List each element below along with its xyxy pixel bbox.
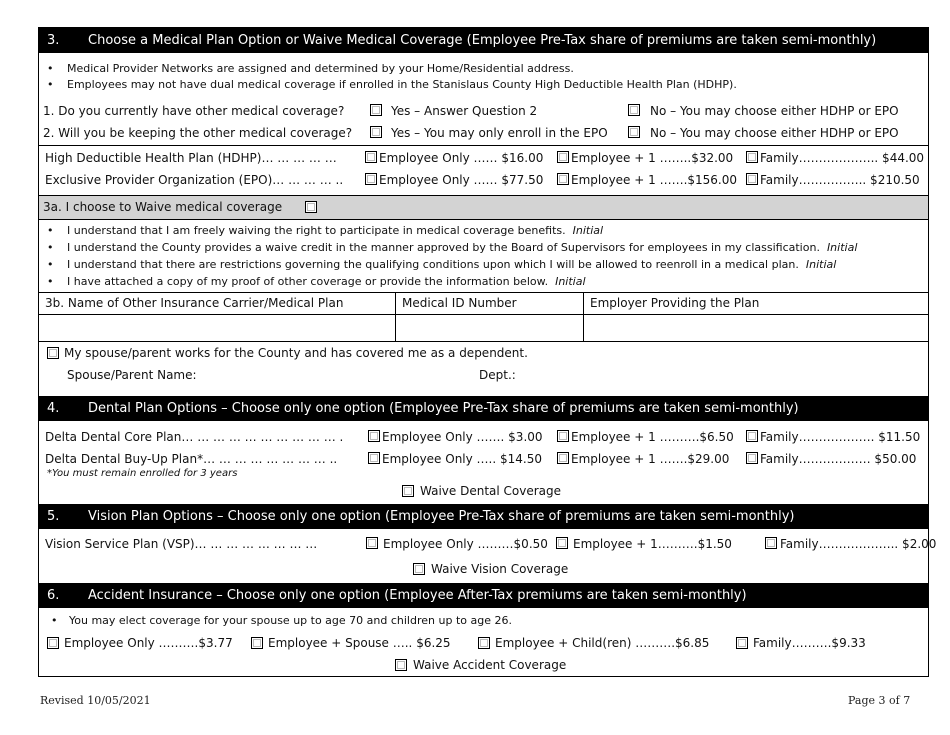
accident-employee-children-checkbox[interactable]: [478, 637, 490, 649]
epo-family-price: Family…………….. $210.50: [760, 173, 920, 187]
section-6-number: 6.: [47, 588, 60, 603]
dental-buyup-employee-checkbox[interactable]: [368, 452, 380, 464]
section-6-title: Accident Insurance – Choose only one option (Employee After-Tax premiums are taken semi-monthly): [88, 588, 747, 603]
hdhp-employee-checkbox[interactable]: [365, 151, 377, 163]
waive-ack-2: [67, 241, 857, 254]
bullet-icon: •: [47, 275, 54, 288]
medical-id-input[interactable]: [396, 315, 582, 340]
section-3a-title: 3a. I choose to Waive medical coverage: [43, 200, 283, 214]
accident-employee-children-price: Employee + Child(ren) ……….$6.85: [495, 636, 710, 650]
section-6-header: [39, 583, 928, 608]
dental-core-employee-price: Employee Only ……. $3.00: [382, 430, 543, 444]
waive-ack-3: [67, 258, 836, 271]
bullet-icon: •: [51, 614, 58, 627]
section-5-title: Vision Plan Options – Choose only one option (Employee Pre-Tax share of premiums are taken semi-monthly): [88, 509, 795, 524]
waive-accident-label: Waive Accident Coverage: [413, 658, 567, 672]
spouse-name-label: Spouse/Parent Name:: [67, 368, 197, 382]
revised-date: Revised 10/05/2021: [40, 694, 151, 707]
accident-employee-checkbox[interactable]: [47, 637, 59, 649]
carrier-name-input[interactable]: [40, 315, 394, 340]
waive-ack-1-text: I understand that I am freely waiving the right to participate in medical coverage benefits.: [67, 224, 566, 237]
dental-core-family-price: Family………………. $11.50: [760, 430, 921, 444]
dental-core-family-checkbox[interactable]: [746, 430, 758, 442]
divider: [39, 292, 928, 293]
epo-employee-price: Employee Only …… $77.50: [379, 173, 544, 187]
sec3-bullet-2: Employees may not have dual medical coverage if enrolled in the Stanislaus County High Deductible Health Plan (HDHP).: [67, 78, 737, 91]
table-header-carrier: 3b. Name of Other Insurance Carrier/Medical Plan: [45, 296, 344, 310]
benefit-form: [38, 27, 937, 677]
hdhp-plan-name: High Deductible Health Plan (HDHP)… … … … …: [45, 151, 337, 165]
dept-label: Dept.:: [479, 368, 516, 382]
sec3-bullet-1: Medical Provider Networks are assigned and determined by your Home/Residential address.: [67, 62, 574, 75]
waive-vision-checkbox[interactable]: [413, 563, 425, 575]
vision-employee-plus-one-price: Employee + 1……….$1.50: [573, 537, 732, 551]
q2-yes-label: Yes – You may only enroll in the EPO: [391, 126, 608, 140]
divider: [39, 341, 928, 342]
vision-employee-plus-one-checkbox[interactable]: [556, 537, 568, 549]
bullet-icon: •: [47, 62, 54, 75]
question-1-label: 1. Do you currently have other medical coverage?: [43, 104, 345, 118]
q2-yes-checkbox[interactable]: [370, 126, 382, 138]
dental-core-name: Delta Dental Core Plan… … … … … … … … … … .: [45, 430, 344, 444]
q1-no-checkbox[interactable]: [628, 104, 640, 116]
waive-ack-1-initial: Initial: [572, 224, 604, 237]
epo-employee-plus-one-price: Employee + 1 …….$156.00: [571, 173, 738, 187]
section-5-number: 5.: [47, 509, 60, 524]
hdhp-employee-plus-one-price: Employee + 1 ……..$32.00: [571, 151, 734, 165]
epo-employee-checkbox[interactable]: [365, 173, 377, 185]
section-4-title: Dental Plan Options – Choose only one option (Employee Pre-Tax share of premiums are taken semi-monthly): [88, 401, 799, 416]
epo-plan-name: Exclusive Provider Organization (EPO)… … … … ..: [45, 173, 344, 187]
q1-yes-label: Yes – Answer Question 2: [391, 104, 538, 118]
dental-core-employee-plus-one-checkbox[interactable]: [557, 430, 569, 442]
section-3-number: 3.: [47, 33, 60, 48]
hdhp-employee-plus-one-checkbox[interactable]: [557, 151, 569, 163]
section-3a-header: [39, 195, 928, 220]
accident-employee-spouse-checkbox[interactable]: [251, 637, 263, 649]
waive-dental-label: Waive Dental Coverage: [420, 484, 562, 498]
divider: [39, 145, 928, 146]
dental-buyup-family-price: Family……………… $50.00: [760, 452, 917, 466]
vision-family-price: Family……………….. $2.00: [780, 537, 937, 551]
dental-core-employee-plus-one-price: Employee + 1 ……….$6.50: [571, 430, 734, 444]
bullet-icon: •: [47, 258, 54, 271]
q2-no-checkbox[interactable]: [628, 126, 640, 138]
dental-buyup-employee-price: Employee Only ….. $14.50: [382, 452, 542, 466]
dental-buyup-employee-plus-one-price: Employee + 1 …….$29.00: [571, 452, 730, 466]
bullet-icon: •: [47, 241, 54, 254]
vision-employee-price: Employee Only ………$0.50: [383, 537, 548, 551]
spouse-county-checkbox[interactable]: [47, 347, 59, 359]
accident-employee-price: Employee Only ……….$3.77: [64, 636, 233, 650]
waive-dental-checkbox[interactable]: [402, 485, 414, 497]
q1-yes-checkbox[interactable]: [370, 104, 382, 116]
spouse-county-label: My spouse/parent works for the County and has covered me as a dependent.: [64, 346, 528, 360]
hdhp-family-price: Family……………….. $44.00: [760, 151, 925, 165]
waive-ack-4: [67, 275, 586, 288]
waive-ack-4-initial: Initial: [555, 275, 586, 288]
bullet-icon: •: [47, 224, 54, 237]
table-header-employer: Employer Providing the Plan: [590, 296, 760, 310]
question-2-label: 2. Will you be keeping the other medical coverage?: [43, 126, 353, 140]
waive-ack-2-initial: Initial: [826, 241, 858, 254]
section-4-number: 4.: [47, 401, 60, 416]
waive-ack-3-text: I understand that there are restrictions governing the qualifying conditions upon which I will be allowed to reenroll in a medical plan.: [67, 258, 799, 271]
accident-family-price: Family……….$9.33: [753, 636, 866, 650]
sec6-bullet: You may elect coverage for your spouse up to age 70 and children up to age 26.: [69, 614, 512, 627]
dental-buyup-note: *You must remain enrolled for 3 years: [47, 468, 238, 479]
waive-ack-4-text: I have attached a copy of my proof of other coverage or provide the information below.: [67, 275, 549, 288]
waive-ack-1: [67, 224, 603, 237]
dental-buyup-employee-plus-one-checkbox[interactable]: [557, 452, 569, 464]
accident-family-checkbox[interactable]: [736, 637, 748, 649]
hdhp-employee-price: Employee Only …… $16.00: [379, 151, 544, 165]
table-header-medical-id: Medical ID Number: [402, 296, 517, 310]
waive-medical-checkbox[interactable]: [305, 201, 317, 213]
section-3-header: [39, 28, 928, 53]
accident-employee-spouse-price: Employee + Spouse ….. $6.25: [268, 636, 451, 650]
bullet-icon: •: [47, 78, 54, 91]
page-number: Page 3 of 7: [848, 694, 911, 707]
vision-family-checkbox[interactable]: [765, 537, 777, 549]
employer-input[interactable]: [584, 315, 927, 340]
section-5-header: [39, 504, 928, 529]
waive-vision-label: Waive Vision Coverage: [431, 562, 569, 576]
waive-ack-2-text: I understand the County provides a waive credit in the manner approved by the Board of Supervisors for employees in my classification.: [67, 241, 820, 254]
waive-accident-checkbox[interactable]: [395, 659, 407, 671]
dental-buyup-family-checkbox[interactable]: [746, 452, 758, 464]
dental-core-employee-checkbox[interactable]: [368, 430, 380, 442]
hdhp-family-checkbox[interactable]: [746, 151, 758, 163]
dental-buyup-name: Delta Dental Buy-Up Plan*… … … … … … … … ..: [45, 452, 338, 466]
q2-no-label: No – You may choose either HDHP or EPO: [650, 126, 899, 140]
section-4-header: [39, 396, 928, 421]
q1-no-label: No – You may choose either HDHP or EPO: [650, 104, 899, 118]
section-3-title: Choose a Medical Plan Option or Waive Medical Coverage (Employee Pre-Tax share of premiums are taken semi-monthly): [88, 33, 877, 48]
vision-employee-checkbox[interactable]: [366, 537, 378, 549]
epo-family-checkbox[interactable]: [746, 173, 758, 185]
waive-ack-3-initial: Initial: [805, 258, 837, 271]
vision-plan-name: Vision Service Plan (VSP)… … … … … … … …: [45, 537, 318, 551]
epo-employee-plus-one-checkbox[interactable]: [557, 173, 569, 185]
